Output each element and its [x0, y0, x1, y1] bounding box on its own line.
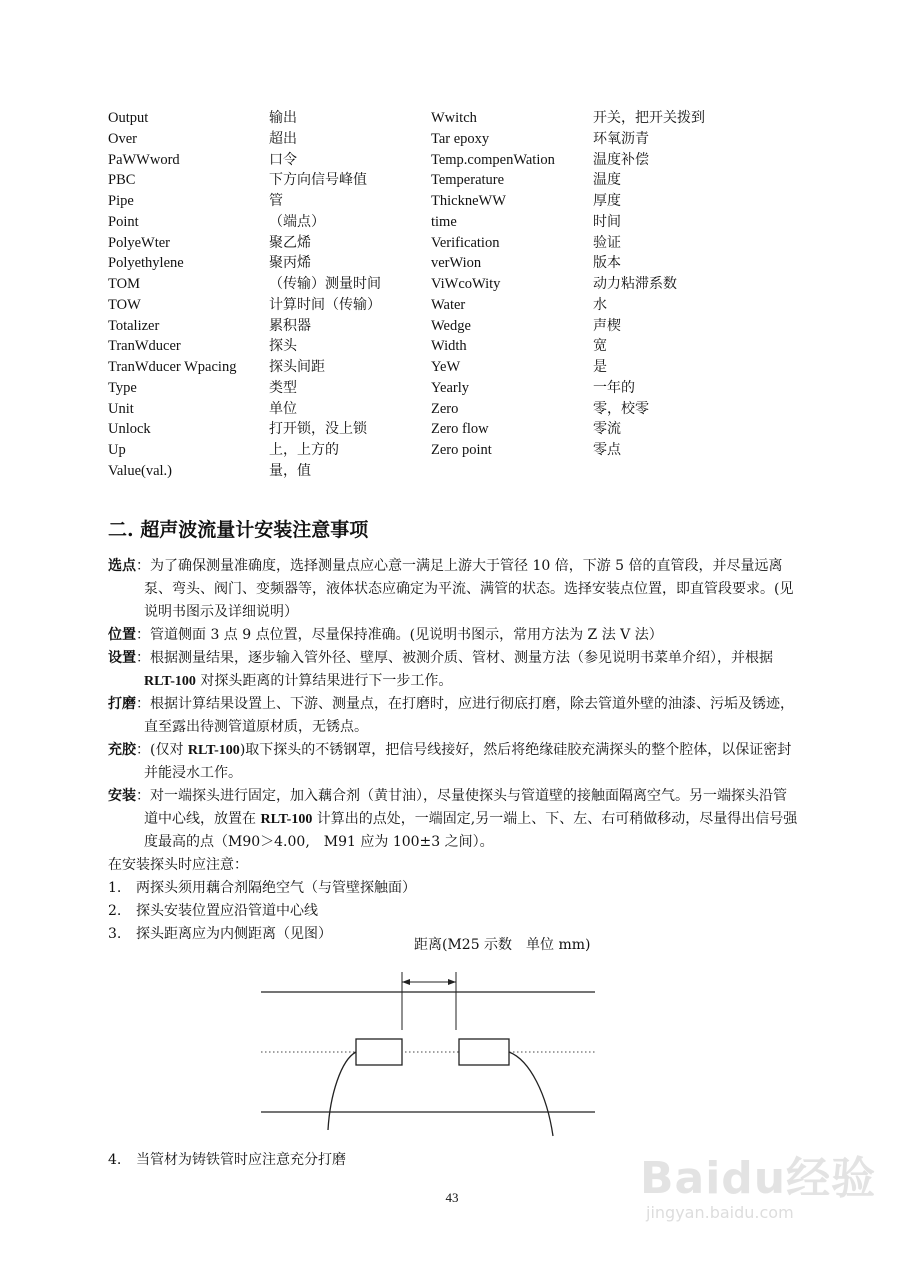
glossary-row: [108, 357, 788, 378]
glossary-translation: 验证: [593, 234, 621, 251]
watermark-url: jingyan.baidu.com: [646, 1203, 794, 1222]
glossary-row: [108, 378, 788, 399]
glossary-translation: 聚丙烯: [269, 255, 311, 272]
glossary-term: TOM: [108, 276, 140, 292]
glossary-term: Wedge: [431, 317, 471, 334]
text-settings-b: 对探头距离的计算结果进行下一步工作。: [195, 673, 453, 689]
glossary-translation: 上，上方的: [269, 442, 339, 458]
glossary-term: Unlock: [108, 421, 151, 438]
note-text: 探头距离应为内侧距离（见图）: [136, 926, 332, 942]
model-name: RLT-100: [187, 743, 240, 758]
glossary-term: YeW: [431, 359, 461, 375]
paragraph-settings: [108, 647, 798, 693]
glossary-translation: 厚度: [593, 193, 621, 209]
glossary-translation: 下方向信号峰值: [269, 172, 367, 189]
glossary-term: Wwitch: [431, 110, 477, 126]
glossary-translation: 零，校零: [593, 400, 649, 417]
section-title: 二. 超声波流量计安装注意事项: [108, 519, 369, 541]
glossary-term: verWion: [431, 255, 482, 272]
signal-cable-upstream: [328, 1052, 356, 1130]
transducer-downstream: [459, 1039, 509, 1065]
note-item: [108, 877, 798, 900]
glossary-row: [108, 274, 788, 295]
model-name: RLT-100: [144, 674, 196, 689]
glossary-term: Tar epoxy: [431, 130, 490, 147]
glossary-term: Water: [431, 296, 466, 313]
paragraph-position: [108, 624, 798, 647]
glossary-term: Value(val.): [108, 462, 173, 479]
watermark-logo: Baidu经验: [640, 1153, 877, 1204]
transducer-spacing-diagram: [255, 960, 605, 1140]
glossary-term: Zero: [431, 400, 459, 417]
glossary-term: PolyeWter: [108, 234, 171, 251]
note-text: 探头安装位置应沿管道中心线: [136, 903, 318, 919]
glossary-term: Polyethylene: [108, 255, 184, 272]
glossary-translation: 环氧沥青: [593, 130, 649, 147]
glossary-translation: 时间: [593, 213, 621, 230]
signal-cable-downstream: [509, 1052, 553, 1136]
glossary-translation: 开关，把开关拨到: [593, 110, 705, 126]
glossary-row: [108, 212, 788, 233]
glossary-translation: 温度: [593, 172, 621, 189]
note-number: 3.: [108, 926, 122, 942]
paragraph-grinding: [108, 693, 798, 739]
glossary-row: [108, 295, 788, 316]
glossary-term: Temp.compenWation: [431, 151, 555, 168]
glossary-term: Verification: [431, 234, 500, 251]
text-grinding: ：根据计算结果设置上、下游、测量点，在打磨时，应进行彻底打磨，除去管道外壁的油漆、污垢及锈迹，直至露出待测管道原材质，无锈点。: [136, 696, 794, 735]
note-text: 当管材为铸铁管时应注意充分打磨: [136, 1152, 346, 1168]
glossary-term: Point: [108, 213, 139, 230]
glossary-row: [108, 129, 788, 150]
glossary-translation: 打开锁，没上锁: [269, 421, 367, 438]
glossary-translation: 声楔: [593, 317, 621, 334]
note-text: 两探头须用藕合剂隔绝空气（与管壁探触面）: [136, 880, 416, 896]
label-settings: 设置: [108, 650, 136, 666]
glossary-term: Totalizer: [108, 317, 160, 334]
glossary-row: [108, 399, 788, 420]
note-number: 1.: [108, 880, 122, 896]
glossary-term: Width: [431, 338, 467, 355]
glossary-term: ViWcoWity: [431, 276, 501, 292]
glossary-term: Yearly: [431, 379, 469, 396]
glossary-table: [108, 108, 788, 482]
transducer-upstream: [356, 1039, 402, 1065]
glossary-translation: 零流: [593, 421, 621, 438]
glossary-row: [108, 191, 788, 212]
label-install: 安装: [108, 788, 136, 804]
label-filling: 充胶: [108, 742, 136, 758]
glossary-term: TOW: [108, 296, 141, 313]
label-select-point: 选点: [108, 558, 136, 574]
paragraph-filling: [108, 739, 798, 785]
arrowhead-right: [448, 979, 456, 985]
glossary-translation: 单位: [269, 400, 297, 417]
glossary-row: [108, 419, 788, 440]
glossary-translation: 超出: [269, 130, 297, 147]
text-select-point: ：为了确保测量准确度，选择测量点应心意一满足上游大于管径 10 倍，下游 5 倍的直管段，并尽量远离泵、弯头、阀门、变频器等，液体状态应确定为平流、满管的状态。选择安装点位置，即直管段要求。(见说明书图示及详细说明）: [136, 558, 794, 620]
glossary-translation: 输出: [269, 110, 297, 126]
paragraph-install: [108, 785, 798, 854]
glossary-term: Pipe: [108, 193, 134, 209]
glossary-term: Output: [108, 110, 149, 126]
glossary-translation: 聚乙烯: [269, 234, 311, 251]
text-filling-b: )取下探头的不锈钢罩，把信号线接好，然后将绝缘硅胶充满探头的整个腔体，以保证密封并能浸水工作。: [144, 742, 792, 781]
instructions: [108, 555, 798, 946]
label-grinding: 打磨: [108, 696, 136, 712]
glossary-translation: 类型: [269, 379, 297, 396]
paragraph-select-point: [108, 555, 798, 624]
glossary-translation: 版本: [593, 255, 621, 272]
glossary-translation: 探头间距: [269, 359, 325, 375]
page-number: 43: [445, 1190, 459, 1205]
text-settings-a: ：根据测量结果，逐步输入管外径、壁厚、被测介质、管材、测量方法（参见说明书菜单介绍），并根据: [136, 650, 773, 666]
glossary-term: PBC: [108, 172, 136, 189]
text-position: ：管道侧面 3 点 9 点位置，尽量保持准确。(见说明书图示，常用方法为 Z 法 V 法）: [136, 627, 663, 643]
glossary-translation: 口令: [269, 151, 297, 168]
glossary-translation: 是: [593, 359, 607, 375]
glossary-translation: 水: [593, 296, 607, 313]
glossary-row: [108, 336, 788, 357]
glossary-row: [108, 108, 788, 129]
glossary-row: [108, 150, 788, 171]
glossary-translation: 量，值: [269, 462, 311, 479]
glossary-translation: 零点: [593, 442, 621, 458]
glossary-row: [108, 233, 788, 254]
glossary-row: [108, 170, 788, 191]
glossary-row: [108, 253, 788, 274]
glossary-translation: 探头: [269, 338, 297, 355]
note-number: 4.: [108, 1152, 122, 1168]
notes-intro: 在安装探头时应注意：: [108, 857, 248, 873]
arrowhead-left: [402, 979, 410, 985]
glossary-translation: 宽: [593, 338, 607, 355]
glossary-translation: 动力粘滞系数: [593, 276, 677, 292]
model-name: RLT-100: [260, 812, 313, 827]
glossary-term: PaWWword: [108, 151, 180, 168]
glossary-term: TranWducer Wpacing: [108, 359, 237, 375]
glossary-term: Zero point: [431, 442, 492, 458]
glossary-term: time: [431, 213, 457, 230]
text-install-b: 计算出的点处，一端固定,另一端上、下、左、右可稍做移动，尽量得出信号强度最高的点（M90＞4.00, M91 应为 100±3 之间）。: [144, 811, 798, 850]
glossary-term: TranWducer: [108, 338, 181, 355]
text-filling-a: ：(仅对: [136, 742, 188, 758]
glossary-term: ThickneWW: [431, 193, 506, 209]
label-position: 位置: [108, 627, 136, 643]
glossary-row: [108, 440, 788, 461]
glossary-term: Unit: [108, 400, 134, 417]
text-install-a: ：对一端探头进行固定，加入藕合剂（黄甘油），尽量使探头与管道壁的接触面隔离空气。另一端探头沿管道中心线，放置在: [136, 788, 787, 827]
glossary-translation: 累积器: [269, 317, 311, 334]
glossary-row: [108, 316, 788, 337]
glossary-translation: （端点）: [269, 213, 325, 230]
glossary-translation: （传输）测量时间: [269, 276, 381, 292]
glossary-translation: 温度补偿: [593, 151, 649, 168]
glossary-translation: 计算时间（传输）: [269, 296, 381, 313]
glossary-translation: 一年的: [593, 379, 635, 396]
diagram-caption: 距离(M25 示数 单位 mm): [414, 937, 591, 953]
glossary-translation: 管: [269, 193, 283, 209]
baidu-jingyan-watermark: [640, 1155, 890, 1265]
glossary-term: Type: [108, 379, 137, 396]
note-cast-iron: [108, 1150, 346, 1170]
note-item: [108, 900, 798, 923]
glossary-row: [108, 461, 788, 482]
note-number: 2.: [108, 903, 122, 919]
glossary-term: Over: [108, 130, 137, 147]
glossary-term: Up: [108, 442, 126, 458]
glossary-term: Temperature: [431, 172, 505, 189]
glossary-term: Zero flow: [431, 421, 489, 438]
